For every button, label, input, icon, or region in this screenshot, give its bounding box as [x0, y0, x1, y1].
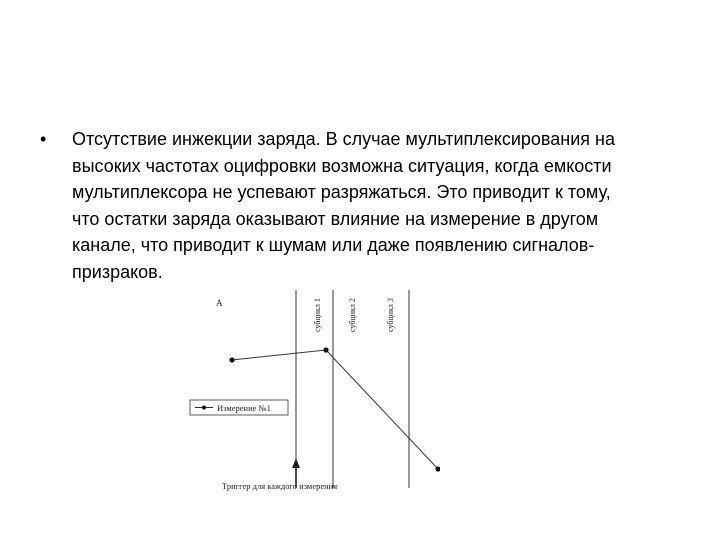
legend-point-sample [202, 406, 206, 410]
bullet-text: Отсутствие инжекции заряда. В случае мультиплексирования на высоких частотах оцифровки возможна ситуация, когда емкости мультиплексора не успевают разряжаться. Это приводит к тому, что остатки заряда оказывают влияние на измерение в другом канале, что приводит к шумам или даже появлению сигналов- призраков. [72, 129, 615, 282]
trigger-arrow-head [292, 458, 300, 468]
timing-diagram [180, 280, 440, 510]
subcycle-label-1: субцикл 1 [313, 298, 322, 332]
subcycle-label-2: субцикл 2 [348, 298, 357, 332]
legend-label: Измерение №1 [217, 403, 271, 413]
subcycle-label-3: субцикл 3 [386, 298, 395, 332]
trigger-label: Триггер для каждого измерения [222, 481, 338, 491]
timing-diagram-svg [180, 280, 440, 510]
measurement-point-2 [323, 347, 328, 352]
bullet-item [38, 126, 698, 285]
axis-label: A [216, 298, 223, 308]
bullet-marker: • [40, 129, 47, 149]
legend [190, 400, 288, 415]
measurement-point-1 [229, 357, 234, 362]
